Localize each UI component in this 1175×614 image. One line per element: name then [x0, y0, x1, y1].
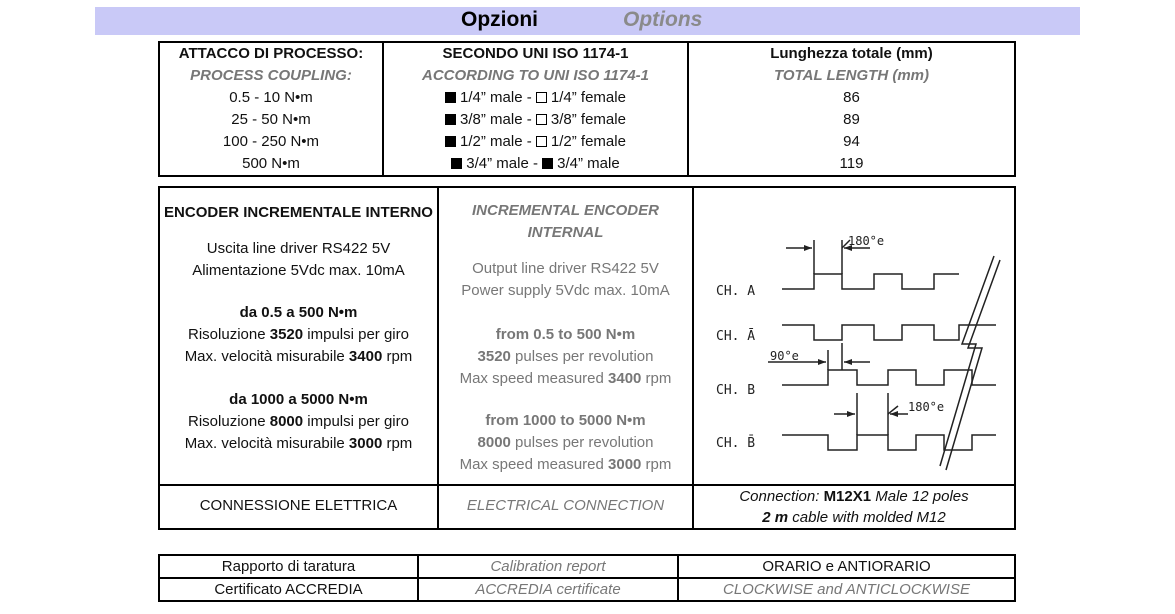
label-ch-b: CH. B: [716, 383, 756, 398]
calibration-report-it: Rapporto di taratura: [159, 555, 418, 578]
encoder-title-it: ENCODER INCREMENTALE INTERNO: [164, 204, 433, 221]
encoder-supply-en: Power supply 5Vdc max. 10mA: [461, 282, 670, 299]
coupling-fit-row: 3/4” male - 3/4” male: [384, 153, 687, 175]
coupling-length: 94: [843, 133, 860, 150]
encoder-output-it: Uscita line driver RS422 5V: [206, 240, 391, 257]
standard-head-it: SECONDO UNI ISO 1174-1: [442, 45, 629, 62]
encoder-table: [158, 186, 1016, 530]
group2-resolution-it: Risoluzione 8000 impulsi per giro: [188, 413, 409, 430]
options-banner: [95, 7, 1080, 35]
length-head-en: TOTAL LENGTH (mm): [774, 67, 929, 84]
coupling-fit-row: 3/8” male - 3/8” female: [384, 109, 687, 131]
break-line: [946, 260, 1000, 470]
direction-en: CLOCKWISE and ANTICLOCKWISE: [678, 578, 1015, 601]
encoder-supply-it: Alimentazione 5Vdc max. 10mA: [192, 262, 405, 279]
coupling-length: 86: [843, 89, 860, 106]
connection-label-it: CONNESSIONE ELETTRICA: [159, 485, 438, 529]
empty-square-icon: [536, 114, 547, 125]
label-angle-90: 90°e: [770, 349, 799, 363]
standard-head-en: ACCORDING TO UNI ISO 1174-1: [422, 67, 649, 84]
group2-speed-it: Max. velocità misurabile 3000 rpm: [184, 435, 413, 452]
filled-square-icon: [445, 136, 456, 147]
encoder-en-cell: [438, 187, 693, 485]
accredia-certificate-en: ACCREDIA certificate: [418, 578, 678, 601]
coupling-length: 89: [843, 111, 860, 128]
label-ch-bbar: CH. B̄: [716, 436, 756, 451]
ch-bbar-waveform: [782, 435, 996, 450]
filled-square-icon: [445, 92, 456, 103]
coupling-standard-column: [383, 42, 688, 176]
encoder-title-en-1: INCREMENTAL ENCODER: [472, 202, 659, 219]
quadrature-signal-diagram: [694, 188, 1014, 484]
coupling-range: 500 N•m: [242, 155, 300, 172]
coupling-range: 25 - 50 N•m: [231, 111, 311, 128]
encoder-output-en: Output line driver RS422 5V: [472, 260, 659, 277]
coupling-fit-row: 1/2” male - 1/2” female: [384, 131, 687, 153]
filled-square-icon: [451, 158, 462, 169]
connection-spec: [693, 485, 1015, 529]
coupling-length-column: [688, 42, 1015, 176]
ch-a-waveform: [782, 274, 959, 289]
group2-head-it: da 1000 a 5000 N•m: [229, 391, 368, 408]
group1-resolution-it: Risoluzione 3520 impulsi per giro: [188, 326, 409, 343]
process-coupling-table: [158, 41, 1016, 177]
connection-label-en: ELECTRICAL CONNECTION: [438, 485, 693, 529]
group1-resolution-en: 3520 pulses per revolution: [477, 348, 654, 365]
connection-spec-line2: 2 m cable with molded M12: [762, 509, 946, 526]
group2-head-en: from 1000 to 5000 N•m: [485, 412, 646, 429]
label-ch-abar: CH. Ā: [716, 329, 756, 344]
direction-it: ORARIO e ANTIORARIO: [678, 555, 1015, 578]
coupling-range: 100 - 250 N•m: [222, 133, 320, 150]
group1-speed-it: Max. velocità misurabile 3400 rpm: [184, 348, 413, 365]
group1-head-en: from 0.5 to 500 N•m: [495, 326, 636, 343]
label-angle-180-top: 180°e: [848, 234, 885, 248]
empty-square-icon: [536, 92, 547, 103]
coupling-range-column: [159, 42, 383, 176]
coupling-head-it: ATTACCO DI PROCESSO:: [178, 45, 364, 62]
coupling-head-en: PROCESS COUPLING:: [190, 67, 352, 84]
calibration-report-en: Calibration report: [418, 555, 678, 578]
accredia-certificate-it: Certificato ACCREDIA: [159, 578, 418, 601]
coupling-fit-row: 1/4” male - 1/4” female: [384, 87, 687, 109]
encoder-signal-diagram-cell: [693, 187, 1015, 485]
banner-title-it: Opzioni: [461, 8, 538, 31]
connection-spec-line1: Connection: M12X1 Male 12 poles: [739, 488, 969, 505]
filled-square-icon: [445, 114, 456, 125]
group1-head-it: da 0.5 a 500 N•m: [239, 304, 358, 321]
banner-title-en: Options: [623, 8, 703, 31]
group2-speed-en: Max speed measured 3000 rpm: [459, 456, 672, 473]
group1-speed-en: Max speed measured 3400 rpm: [459, 370, 672, 387]
encoder-it-cell: [159, 187, 438, 485]
length-head-it: Lunghezza totale (mm): [770, 45, 933, 62]
label-angle-180-lower: 180°e: [908, 400, 945, 414]
label-ch-a: CH. A: [716, 284, 756, 299]
group2-resolution-en: 8000 pulses per revolution: [477, 434, 654, 451]
empty-square-icon: [536, 136, 547, 147]
filled-square-icon: [542, 158, 553, 169]
encoder-title-en-2: INTERNAL: [527, 224, 604, 241]
coupling-length: 119: [839, 155, 864, 172]
coupling-range: 0.5 - 10 N•m: [229, 89, 313, 106]
calibration-table: [158, 554, 1016, 602]
